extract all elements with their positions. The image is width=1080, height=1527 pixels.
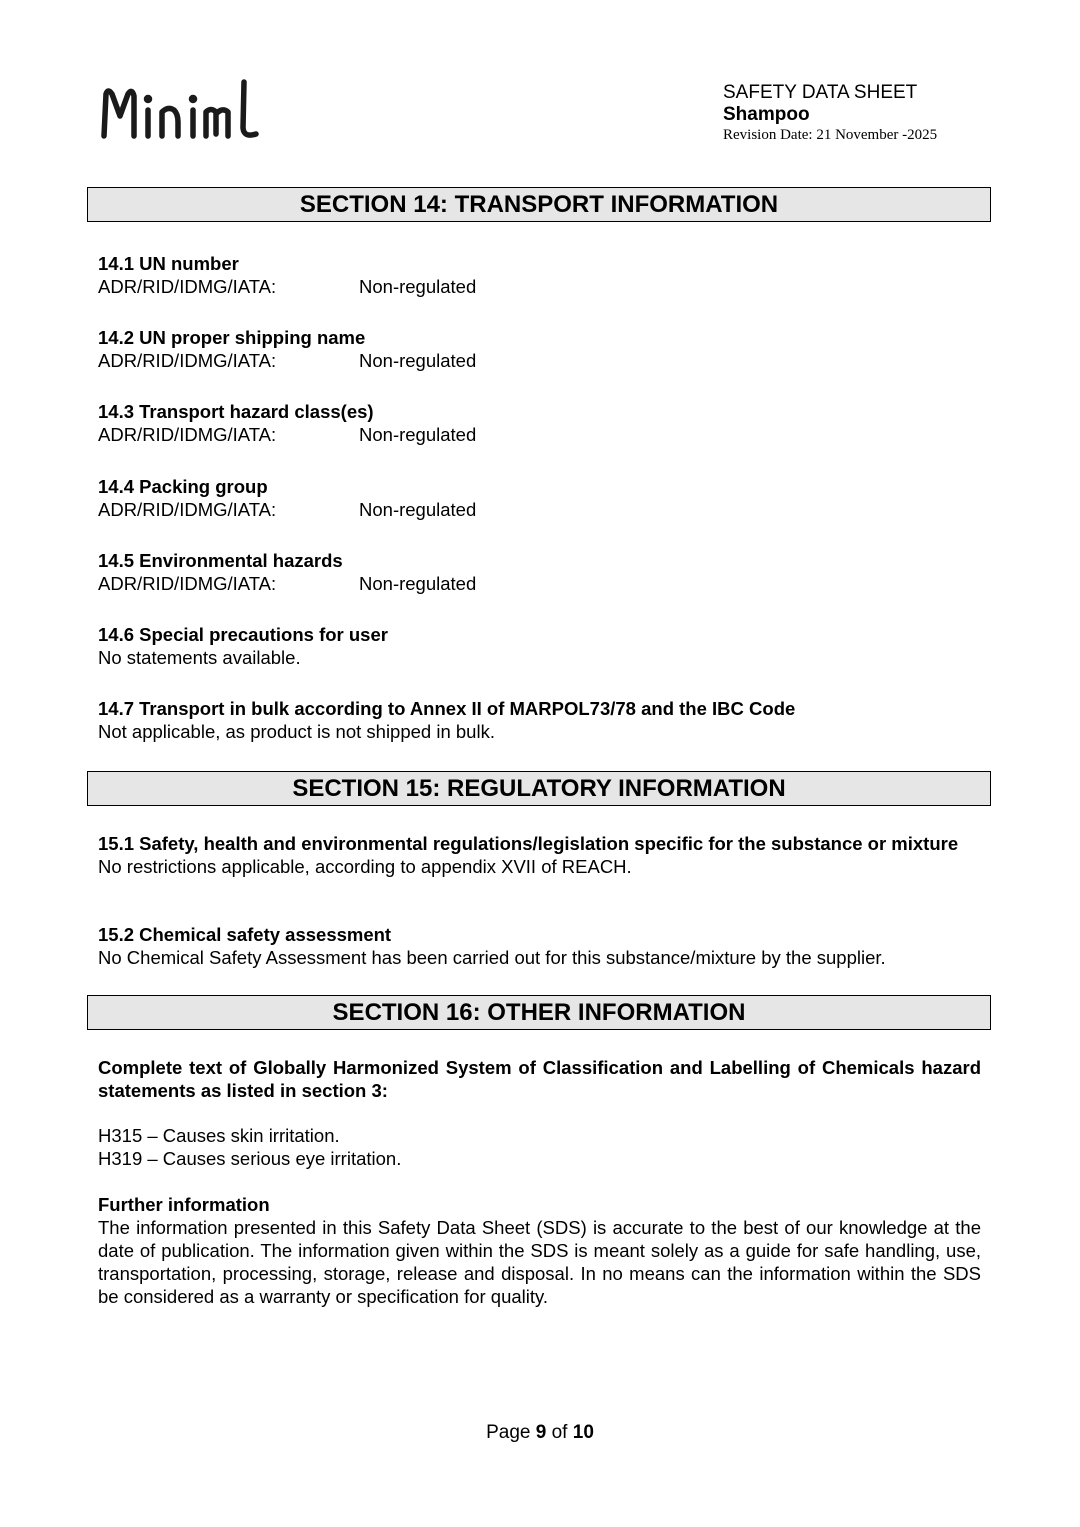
item-label: ADR/RID/IDMG/IATA: bbox=[98, 424, 277, 445]
precautions-title: 14.6 Special precautions for user bbox=[98, 624, 388, 645]
section-15-heading: SECTION 15: REGULATORY INFORMATION bbox=[87, 771, 991, 806]
item-value: Non-regulated bbox=[359, 499, 477, 520]
section-14-item-4 bbox=[98, 475, 981, 521]
section-14-item-1 bbox=[98, 252, 981, 298]
bulk-title: 14.7 Transport in bulk according to Annex II of MARPOL73/78 and the IBC Code bbox=[98, 698, 796, 719]
document-header bbox=[723, 82, 937, 144]
item-label: ADR/RID/IDMG/IATA: bbox=[98, 350, 277, 371]
chemical-safety-assessment bbox=[98, 923, 981, 969]
hazard-h319: H319 – Causes serious eye irritation. bbox=[98, 1148, 402, 1169]
section-14-item-2 bbox=[98, 326, 981, 372]
regulations-title: 15.1 Safety, health and environmental regulations/legislation specific for the substance or mixture bbox=[98, 833, 959, 854]
section-14-item-3 bbox=[98, 400, 981, 446]
further-text: The information presented in this Safety Data Sheet (SDS) is accurate to the best of our knowledge at the date of publication. The information given within the SDS is meant solely as a guide for safe handling, use, transportation, processing, storage, release and disposal. In no means can the information within the SDS be considered as a warranty or specification for quality. bbox=[98, 1217, 981, 1307]
item-label: ADR/RID/IDMG/IATA: bbox=[98, 276, 277, 297]
regulations-text: No restrictions applicable, according to appendix XVII of REACH. bbox=[98, 856, 632, 877]
section-14-item-5 bbox=[98, 549, 981, 595]
csa-title: 15.2 Chemical safety assessment bbox=[98, 924, 392, 945]
item-value: Non-regulated bbox=[359, 276, 477, 297]
special-precautions bbox=[98, 623, 981, 669]
ghs-title: Complete text of Globally Harmonized System of Classification and Labelling of Chemicals hazard statements as listed in section 3: bbox=[98, 1057, 981, 1101]
page-word: Page bbox=[486, 1422, 531, 1443]
page-footer bbox=[0, 1422, 1080, 1444]
page-total: 10 bbox=[572, 1422, 594, 1443]
ghs-statement bbox=[98, 1056, 981, 1102]
revision-date: Revision Date: 21 November -2025 bbox=[723, 127, 938, 143]
item-label: ADR/RID/IDMG/IATA: bbox=[98, 573, 277, 594]
item-title: 14.4 Packing group bbox=[98, 476, 268, 497]
item-title: 14.3 Transport hazard class(es) bbox=[98, 401, 374, 422]
item-value: Non-regulated bbox=[359, 424, 477, 445]
section-14-heading: SECTION 14: TRANSPORT INFORMATION bbox=[87, 187, 991, 222]
transport-in-bulk bbox=[98, 697, 981, 743]
of-word: of bbox=[551, 1422, 568, 1443]
miniml-logo bbox=[98, 72, 268, 152]
item-label: ADR/RID/IDMG/IATA: bbox=[98, 499, 277, 520]
item-title: 14.5 Environmental hazards bbox=[98, 550, 343, 571]
page-number: 9 bbox=[535, 1422, 547, 1443]
hazard-statements bbox=[98, 1124, 981, 1170]
product-name: Shampoo bbox=[723, 104, 810, 125]
precautions-text: No statements available. bbox=[98, 647, 301, 668]
bulk-text: Not applicable, as product is not shipped in bulk. bbox=[98, 721, 495, 742]
item-value: Non-regulated bbox=[359, 350, 477, 371]
further-title: Further information bbox=[98, 1194, 270, 1215]
further-information bbox=[98, 1193, 981, 1308]
csa-text: No Chemical Safety Assessment has been carried out for this substance/mixture by the supplier. bbox=[98, 947, 886, 968]
section-16-heading: SECTION 16: OTHER INFORMATION bbox=[87, 995, 991, 1030]
hazard-h315: H315 – Causes skin irritation. bbox=[98, 1125, 340, 1146]
item-title: 14.2 UN proper shipping name bbox=[98, 327, 366, 348]
item-title: 14.1 UN number bbox=[98, 253, 239, 274]
regulations bbox=[98, 832, 981, 878]
item-value: Non-regulated bbox=[359, 573, 477, 594]
doc-title: SAFETY DATA SHEET bbox=[723, 82, 918, 103]
